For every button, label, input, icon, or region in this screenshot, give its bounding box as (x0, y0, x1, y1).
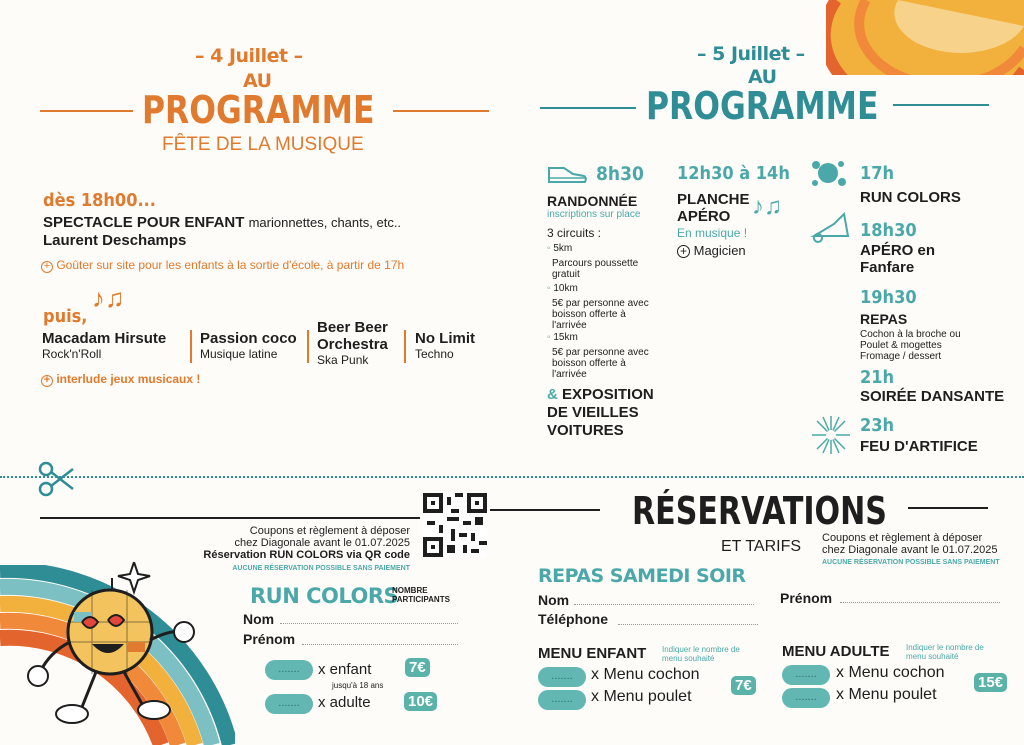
repas-samedi-title: REPAS SAMEDI SOIR (538, 565, 746, 587)
enfant-note: jusqu'à 18 ans (332, 681, 384, 690)
circuit-15km: ◦ 15km 5€ par personne avec boisson offerte à l'arrivée (547, 332, 649, 380)
time-1830: 18h30 (860, 220, 917, 241)
scissors-icon (37, 459, 77, 499)
enfant-cochon-label: x Menu cochon (591, 666, 700, 683)
reservations-rule (908, 507, 988, 509)
interlude-info: + interlude jeux musicaux ! (41, 372, 200, 387)
music-notes-icon: ♪♫ (752, 193, 782, 220)
adulte-cochon-input[interactable]: ....... (782, 665, 830, 685)
enfant-label: x enfant (318, 661, 372, 678)
repas-prenom-label: Prénom (780, 590, 833, 606)
coupon-left-rule (40, 517, 420, 519)
run-colors-title: RUN COLORS (860, 189, 961, 206)
repas-title: REPAS (860, 311, 908, 327)
coupon-right-info: Coupons et règlement à déposer chez Diagonale avant le 01.07.2025 AUCUNE RÉSERVATION POSSIBLE SANS PAIEMENT (822, 532, 1000, 566)
expo-title: & EXPOSITION DE VIEILLES VOITURES (547, 386, 654, 439)
time-1930: 19h30 (860, 287, 917, 308)
left-title-rule-left (40, 110, 133, 112)
repas-nom-field[interactable] (574, 604, 754, 605)
right-title-rule-right (893, 104, 989, 106)
run-nom-label: Nom (243, 611, 275, 627)
adulte-poulet-label: x Menu poulet (836, 686, 937, 703)
run-colors-coupon-title: RUN COLORS (250, 584, 399, 608)
band-separator (404, 330, 406, 363)
coupon-right-rule (490, 509, 600, 511)
menu-enfant-note: Indiquer le nombre de menu souhaité (662, 645, 740, 663)
reservations-title: RÉSERVATIONS (632, 489, 887, 533)
trumpet-icon (810, 210, 852, 246)
menu-enfant-title: MENU ENFANT (538, 645, 647, 662)
repas-prenom-field[interactable] (840, 602, 1000, 603)
plus-circle-icon: + (41, 261, 53, 273)
right-date: – 5 Juillet – (697, 43, 805, 65)
show-artist: Laurent Deschamps (43, 232, 187, 249)
qr-code[interactable] (423, 493, 487, 557)
show-desc: marionnettes, chants, etc.. (248, 215, 402, 230)
adulte-label: x adulte (318, 694, 371, 711)
menu-adulte-note: Indiquer le nombre de menu souhaité (906, 643, 984, 661)
nb-participants: NOMBRE PARTICIPANTS (392, 586, 450, 604)
enfant-poulet-input[interactable]: ....... (538, 690, 586, 710)
snack-info: + Goûter sur site pour les enfants à la sortie d'école, à partir de 17h (41, 258, 404, 273)
circuits-label: 3 circuits : (547, 226, 602, 240)
left-title: PROGRAMME (142, 88, 375, 132)
adulte-cochon-label: x Menu cochon (836, 664, 945, 681)
band-4: No Limit Techno (415, 330, 475, 361)
sneaker-icon (546, 163, 588, 185)
time-1230: 12h30 à 14h (677, 163, 790, 184)
run-prenom-label: Prénom (243, 631, 296, 647)
band-2: Passion coco Musique latine (200, 330, 297, 361)
time-2300: 23h (860, 415, 895, 436)
cut-line (0, 476, 1024, 478)
rando-note: inscriptions sur place (547, 209, 641, 220)
band-separator (307, 330, 309, 363)
paint-splash-icon (808, 155, 848, 191)
right-title-rule-left (540, 107, 636, 109)
enfant-cochon-input[interactable]: ....... (538, 667, 586, 687)
right-title: PROGRAMME (646, 84, 879, 128)
adulte-price: 10€ (404, 692, 437, 711)
time-2100: 21h (860, 367, 895, 388)
left-au: AU (243, 70, 272, 92)
enfant-price: 7€ (405, 658, 430, 677)
repas-tel-field[interactable] (618, 624, 758, 625)
then-label: puis, (43, 306, 88, 327)
run-nom-field[interactable] (280, 623, 458, 624)
circuit-10km: ◦ 10km 5€ par personne avec boisson offerte à l'arrivée (547, 283, 649, 331)
band-1: Macadam Hirsute Rock'n'Roll (42, 330, 167, 361)
left-date: – 4 Juillet – (195, 45, 303, 67)
adulte-count-input[interactable]: ....... (265, 694, 313, 714)
left-title-rule-right (393, 110, 489, 112)
repas-desc: Cochon à la broche ou Poulet & mogettes Fromage / dessert (860, 329, 961, 362)
repas-nom-label: Nom (538, 592, 570, 608)
right-au: AU (748, 66, 777, 88)
band-3: Beer Beer Orchestra Ska Punk (317, 319, 388, 367)
apero-fanfare-title: APÉRO en Fanfare (860, 242, 936, 276)
run-prenom-field[interactable] (302, 644, 458, 645)
menu-enfant-price: 7€ (731, 676, 756, 695)
magician: + Magicien (677, 243, 746, 258)
music-note: En musique ! (677, 226, 748, 240)
enfant-count-input[interactable]: ....... (265, 660, 313, 680)
band-separator (190, 330, 192, 363)
menu-adulte-price: 15€ (974, 673, 1007, 692)
plus-circle-icon: + (677, 245, 690, 258)
coupon-left-info: Coupons et règlement à déposer chez Diagonale avant le 01.07.2025 Réservation RUN COLORS via QR code AUCUNE RÉSERVATION POSSIBLE SANS PAIEMENT (203, 525, 410, 572)
time-0830: 8h30 (596, 163, 644, 185)
enfant-poulet-label: x Menu poulet (591, 688, 692, 705)
menu-adulte-title: MENU ADULTE (782, 643, 890, 660)
repas-tel-label: Téléphone (538, 611, 609, 627)
disco-ball-mascot (22, 562, 204, 732)
show-title: SPECTACLE POUR ENFANT marionnettes, chants, etc.. (43, 214, 402, 231)
circuit-5km: ◦ 5km Parcours poussette gratuit (547, 243, 639, 280)
soiree-title: SOIRÉE DANSANTE (860, 388, 1005, 405)
firework-icon (810, 414, 852, 456)
tarifs-subtitle: ET TARIFS (721, 538, 802, 555)
time-1700: 17h (860, 163, 895, 184)
sunset-arc-decoration (826, 0, 1024, 75)
left-time-1800: dès 18h00... (43, 190, 156, 211)
planche-title: PLANCHE APÉRO (677, 191, 750, 225)
feu-artifice-title: FEU D'ARTIFICE (860, 438, 978, 455)
left-subtitle: FÊTE DE LA MUSIQUE (162, 134, 364, 155)
music-notes-icon: ♪♫ (92, 283, 125, 313)
rando-title: RANDONNÉE (547, 193, 638, 209)
adulte-poulet-input[interactable]: ....... (782, 688, 830, 708)
plus-circle-icon: + (41, 375, 53, 387)
